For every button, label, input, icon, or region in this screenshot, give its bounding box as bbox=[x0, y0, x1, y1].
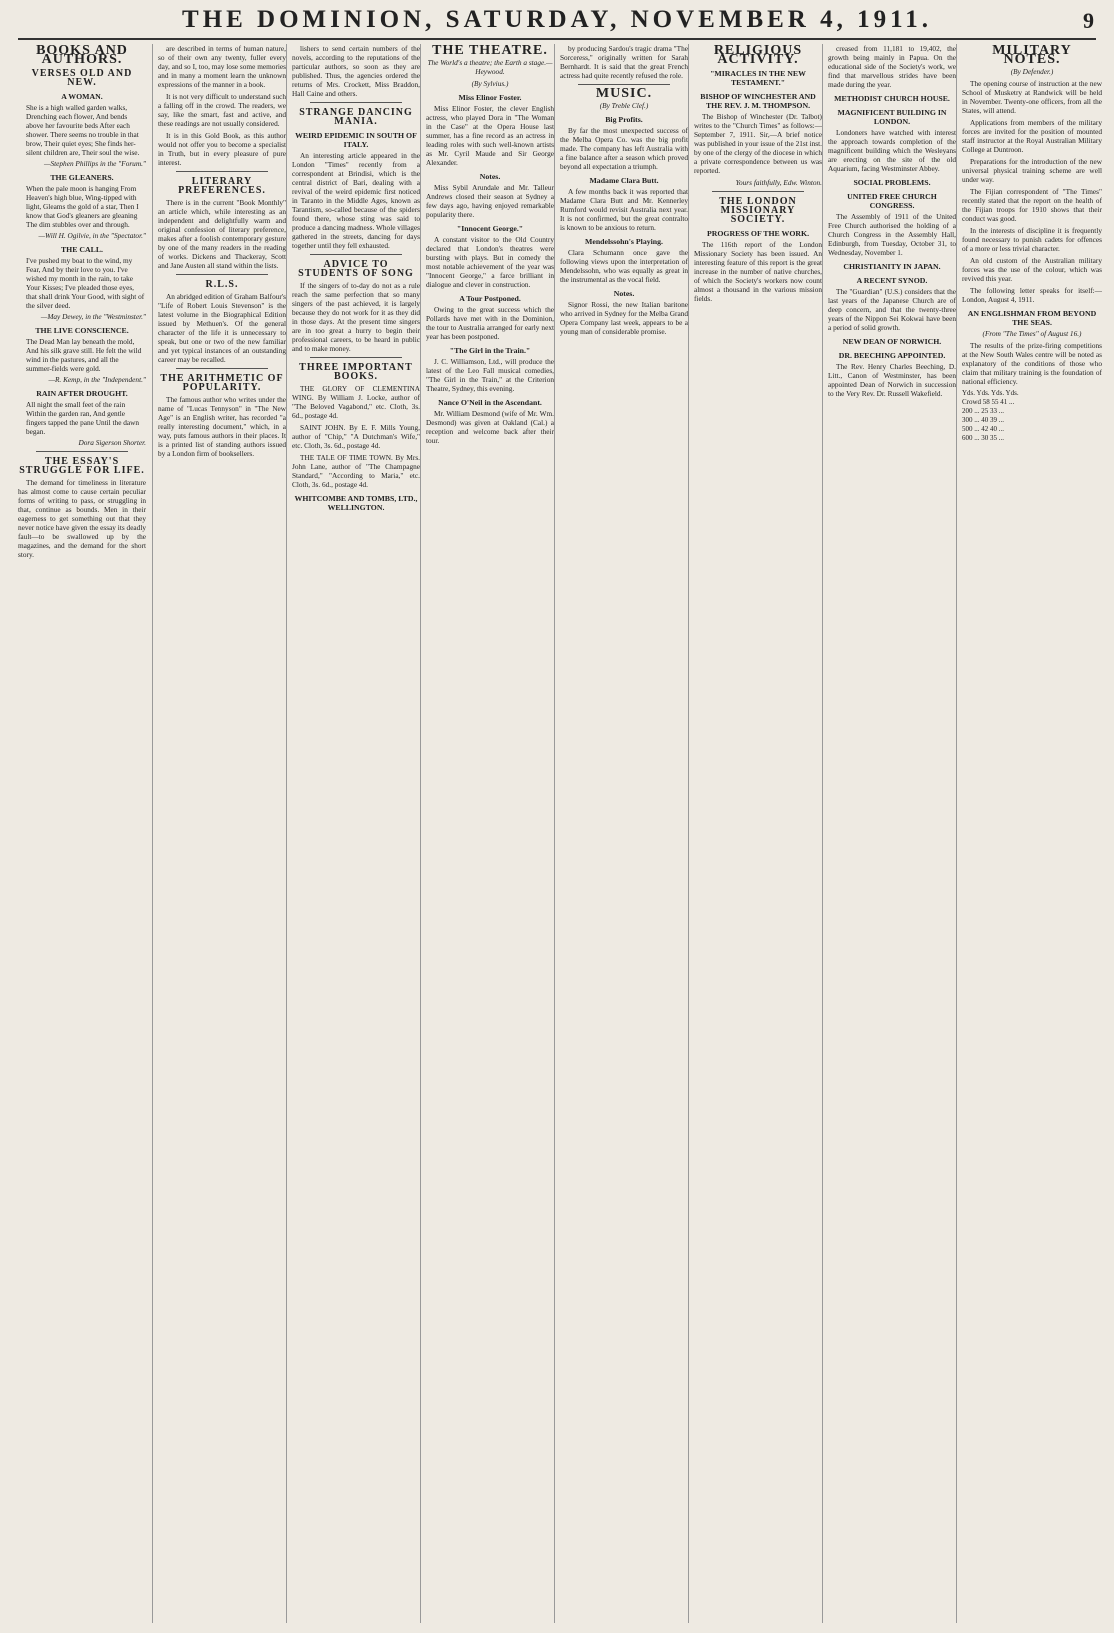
section-heading: THE THEATRE. bbox=[432, 44, 548, 58]
subheading: Mendelssohn's Playing. bbox=[585, 237, 663, 246]
article-text: If the singers of to-day do not as a rule reach the same perfection that so many singers of the past achieved, it is largely because they do not work for it as they did in those days. At the present time singers are in too great a hurry to begin their professional careers, to be heard in public and to make money. bbox=[292, 281, 420, 353]
article-text: Applications from members of the military forces are invited for the position of mounted staff instructor at the Royal Australian Military College at Duntroon. bbox=[962, 118, 1102, 154]
advert-title: THREE IMPORTANT BOOKS. bbox=[299, 362, 413, 382]
article-text: By far the most unexpected success of the Melba Opera Co. was the big profit made. The company has left Australia with a fine balance after a season which proved beyond all expectation a triumph. bbox=[560, 126, 688, 171]
table-row: 200 ... 25 33 ... bbox=[962, 407, 1004, 415]
article-text: An interesting article appeared in the London "Times" recently from a correspondent at Brindisi, which is the central district of Bari, dealing with a revival of the weird epidemic first noticed in Taranto in the Middle Ages, known as Tarantism, so-called because of the spiders found there, whose sting was said to produce a dancing madness. Whole villages gathered in the streets, dancing for days together until they fell exhausted. bbox=[292, 151, 420, 250]
article-subtitle: BISHOP OF WINCHESTER AND THE REV. J. M. THOMPSON. bbox=[700, 92, 816, 110]
article-title: AN ENGLISHMAN FROM BEYOND THE SEAS. bbox=[967, 309, 1097, 327]
poem-title: A WOMAN. bbox=[61, 92, 103, 101]
article-text: J. C. Williamson, Ltd., will produce the latest of the Leo Fall musical comedies, "The Girl in the Train," at the Criterion Theatre, Sydney, this evening. bbox=[426, 357, 554, 393]
table-header: Yds. Yds. Yds. Yds. bbox=[962, 389, 1019, 397]
article-text: The famous author who writes under the name of "Lucas Tennyson" in "The New Age" is an English writer, has recorded "a really interesting document," which, in a way, puts famous authors in their places. It is a printed list of standing authors issued by a London firm of booksellers. bbox=[158, 395, 286, 458]
article-title: R.L.S. bbox=[205, 279, 239, 290]
article-subtitle: A RECENT SYNOD. bbox=[856, 276, 928, 285]
subheading: Nance O'Neil in the Ascendant. bbox=[438, 398, 542, 407]
article-text: An old custom of the Australian military forces was the use of the colour, which was revived this year. bbox=[962, 256, 1102, 283]
article-title: ADVICE TO STUDENTS OF SONG bbox=[298, 259, 414, 279]
article-text: lishers to send certain numbers of the novels, according to the reputations of the particular authors, so soon as they are published. Thus, the agencies ordered the returns of Mrs. Crockett, Miss Braddon, Hall Caine and others. bbox=[292, 44, 420, 98]
article-title: THE ESSAY'S STRUGGLE FOR LIFE. bbox=[19, 456, 145, 476]
poem-text: I've pushed my boat to the wind, my Fear, And by their love to you. I've wished my month in the rain, to take Your Kisses; I've pleaded those eyes, that shall drink Your Good, with sight of the silver deed. bbox=[26, 256, 145, 310]
shooting-table bbox=[962, 389, 1102, 443]
section-byline: (By Treble Clef.) bbox=[599, 101, 649, 110]
letter-signoff: Yours faithfully, Edw. Winton. bbox=[735, 178, 822, 187]
poem-title: THE LIVE CONSCIENCE. bbox=[35, 326, 129, 335]
article-text: There is in the current "Book Monthly" an article which, while interesting as an independent and delightfully warm and original confession of literary preference, makes after a foolish contemporary gesture by one of the many readers in the reading of works. Dickens and Thackeray, Scott and Jane Austen all stand within the lists. bbox=[158, 198, 286, 270]
section-quote: The World's a theatre; the Earth a stage.—Heywood. bbox=[427, 58, 553, 76]
article-text: Mr. William Desmond (wife of Mr. Wm. Desmond) was given at Oakland (Cal.) a reception and welcome back after their tour. bbox=[426, 409, 554, 445]
poem-author: —May Dewey, in the "Westminster." bbox=[40, 312, 146, 321]
section-heading: RELIGIOUS ACTIVITY. bbox=[713, 44, 803, 67]
divider bbox=[310, 357, 402, 358]
subheading: "The Girl in the Train." bbox=[449, 346, 531, 355]
divider bbox=[176, 274, 268, 275]
article-text: Signor Rossi, the new Italian baritone who arrived in Sydney for the Melba Grand Opera Company last week, appears to be a young man of considerable promise. bbox=[560, 300, 688, 336]
column-religious bbox=[688, 44, 822, 1623]
verses-heading: VERSES OLD AND NEW. bbox=[31, 68, 133, 88]
article-title: NEW DEAN OF NORWICH. bbox=[842, 337, 942, 346]
article-text: are described in terms of human nature, so of their own any twenty, fuller every day, and so I, too, may lose some memories and in many a moment learn the unknown expressions of the manner in a book. bbox=[158, 44, 286, 89]
article-text: The "Guardian" (U.S.) considers that the last years of the Japanese Church are of deep concern, and that the twenty-three years of the Nippon Sei Kokwai have been a period of solid growth. bbox=[828, 287, 956, 332]
article-text: Clara Schumann once gave the following views upon the interpretation of Mendelssohn, who was equally as great in the instrumental as the vocal field. bbox=[560, 248, 688, 284]
divider bbox=[176, 368, 268, 369]
article-title: SOCIAL PROBLEMS. bbox=[853, 178, 931, 187]
article-text: The Assembly of 1911 of the United Free Church authorised the holding of a Church Congress in the Assembly Hall, Edinburgh, from Tuesday, October 31, to Wednesday, November 1. bbox=[828, 212, 956, 257]
section-byline: (By Defender.) bbox=[1010, 67, 1054, 76]
divider bbox=[310, 254, 402, 255]
article-title: METHODIST CHURCH HOUSE. bbox=[834, 94, 950, 103]
article-text: A few months back it was reported that Madame Clara Butt and Mr. Kennerley Rumford would revisit Australia next year. It is not confirmed, but the great contralto is known to be anxious to return. bbox=[560, 187, 688, 232]
article-title: CHRISTIANITY IN JAPAN. bbox=[843, 262, 941, 271]
article-text: Londoners have watched with interest the approach towards completion of the magnificent building which the Wesleyans are erecting on the site of the old Aquarium, facing Westminster Abbey. bbox=[828, 128, 956, 173]
table-row: 600 ... 30 35 ... bbox=[962, 434, 1004, 442]
poem-title: THE CALL. bbox=[60, 245, 104, 254]
column-music bbox=[554, 44, 688, 1623]
poem-author: Dora Sigerson Shorter. bbox=[78, 438, 146, 447]
table-row: 500 ... 42 40 ... bbox=[962, 425, 1004, 433]
poem-author: —R. Kemp, in the "Independent." bbox=[48, 375, 146, 384]
article-text: The Fijian correspondent of "The Times" recently stated that the report on the health of the Fijian troops for 1910 shows that their conduct was good. bbox=[962, 187, 1102, 223]
subheading: Notes. bbox=[479, 172, 501, 181]
advert-book: SAINT JOHN. By E. F. Mills Young, author of "Chip," "A Dutchman's Wife," etc. Cloth, 3s. 6d., postage 4d. bbox=[292, 423, 420, 450]
section-heading: BOOKS AND AUTHORS. bbox=[36, 44, 128, 67]
article-text: The results of the prize-firing competitions at the New South Wales centre will be noted as explanatory of the conditions of those who claim that military training is the foundation of national efficiency. bbox=[962, 341, 1102, 386]
article-text: Miss Sybil Arundale and Mr. Talleur Andrews closed their season at Sydney a few days ago, having enjoyed remarkable popularity there. bbox=[426, 183, 554, 219]
subheading: A Tour Postponed. bbox=[459, 294, 521, 303]
article-title: "MIRACLES IN THE NEW TESTAMENT." bbox=[710, 69, 806, 87]
article-text: The following letter speaks for itself:—London, August 4, 1911. bbox=[962, 286, 1102, 304]
section-heading: MILITARY NOTES. bbox=[992, 44, 1072, 67]
advert-book: THE TALE OF TIME TOWN. By Mrs. John Lane, author of "The Champagne Standard," "According to Maria," etc. Cloth, 3s. 6d., postage 4d. bbox=[292, 453, 420, 489]
column-literary bbox=[152, 44, 286, 1623]
divider bbox=[310, 102, 402, 103]
advert-book: THE GLORY OF CLEMENTINA WING. By William J. Locke, author of "The Beloved Vagabond," etc. Cloth, 3s. 6d., postage 4d. bbox=[292, 384, 420, 420]
masthead bbox=[18, 6, 1096, 40]
article-text: The Rev. Henry Charles Beeching, D. Litt., Canon of Westminster, has been appointed Dean of Norwich in succession to the Very Rev. Dr. Russell Wakefield. bbox=[828, 362, 956, 398]
column-military bbox=[956, 44, 1102, 1623]
divider bbox=[712, 191, 804, 192]
poem-text: The Dead Man lay beneath the mold, And his silk grave still. He felt the wild wind in the pastures, and all the summer-fields were gold. bbox=[26, 337, 142, 373]
article-text: An abridged edition of Graham Balfour's "Life of Robert Louis Stevenson" is the latest volume in the Biographical Edition issued by Methuen's. Of the general character of the life it is unnecessary to speak, but one or two of the new familiar and yet typical instances of an outstanding career may be recalled. bbox=[158, 292, 286, 364]
table-row: Crowd 58 55 41 ... bbox=[962, 398, 1015, 406]
subheading: Big Profits. bbox=[605, 115, 643, 124]
poem-title: RAIN AFTER DROUGHT. bbox=[36, 389, 128, 398]
poem-text: She is a high walled garden walks, Drenching each flower, And bends above her favourite beds After each shower. There seems no trouble in that brow, Their quiet eyes; She finds her-silent children are, Their soul the wise. bbox=[26, 103, 140, 157]
article-text: The 116th report of the London Missionary Society has been issued. An interesting feature of this report is the great increase in the number of native churches, of which the Society's workers now count almost a thousand in the various mission fields. bbox=[694, 240, 822, 303]
section-byline: (By Sylvius.) bbox=[471, 79, 509, 88]
article-subtitle: WEIRD EPIDEMIC IN SOUTH OF ITALY. bbox=[295, 131, 417, 149]
article-title: THE ARITHMETIC OF POPULARITY. bbox=[160, 373, 284, 393]
article-text: Owing to the great success which the Pollards have met with in the Dominion, the tour to Australia arranged for early next year has been postponed. bbox=[426, 305, 554, 341]
article-text: The demand for timeliness in literature has almost come to cause certain peculiar forms of writing to pass, or struggling in that, continue as bounds. Men in their eagerness to get something out that they never notice have given the essay its deadly fault—to be swallowed up by the magazines, and the demand for the short story. bbox=[18, 478, 146, 559]
article-text: by producing Sardou's tragic drama "The Sorceress," originally written for Sarah Bernhardt. It is said that the great French actress had quite recently refused the role. bbox=[560, 44, 688, 80]
article-text: It is not very difficult to understand such a falling off in the crowd. The readers, we say, like the smart, fast and active, and these readings are not usually considered. bbox=[158, 92, 286, 128]
page-number: 9 bbox=[1083, 8, 1094, 33]
article-text: In the interests of discipline it is frequently found necessary to punish cadets for offences of a more or less trivial character. bbox=[962, 226, 1102, 253]
subheading: "Innocent George." bbox=[456, 224, 524, 233]
article-title: STRANGE DANCING MANIA. bbox=[299, 107, 413, 127]
column-theatre bbox=[420, 44, 554, 1623]
article-text: The opening course of instruction at the new School of Musketry at Randwick will be held in November. Twenty-one officers, from all the States, will attend. bbox=[962, 79, 1102, 115]
poem-author: —Will H. Ogilvie, in the "Spectator." bbox=[38, 231, 146, 240]
article-subtitle: UNITED FREE CHURCH CONGRESS. bbox=[847, 192, 937, 210]
subheading: Notes. bbox=[613, 289, 635, 298]
subheading: Madame Clara Butt. bbox=[589, 176, 659, 185]
article-text: Preparations for the introduction of the new universal physical training scheme are well under way. bbox=[962, 157, 1102, 184]
advert-publisher: WHITCOMBE AND TOMBS, LTD., WELLINGTON. bbox=[294, 494, 418, 512]
article-source: (From "The Times" of August 16.) bbox=[982, 329, 1082, 338]
table-row: 300 ... 40 39 ... bbox=[962, 416, 1004, 424]
article-subtitle: MAGNIFICENT BUILDING IN LONDON. bbox=[837, 108, 947, 126]
divider bbox=[578, 84, 670, 85]
subheading: Miss Elinor Foster. bbox=[458, 93, 522, 102]
poem-text: All night the small feet of the rain Within the garden ran, And gentle fingers tapped the pane Until the dawn began. bbox=[26, 400, 140, 436]
column-dancing-mania bbox=[286, 44, 420, 1623]
section-heading: MUSIC. bbox=[595, 86, 653, 101]
newspaper-title: THE DOMINION, SATURDAY, NOVEMBER 4, 1911. bbox=[182, 6, 932, 33]
article-text: It is in this Gold Book, as this author would not offer you to become a specialist in Truth, but in every pleasure of pure interest. bbox=[158, 131, 286, 167]
column-books-and-authors bbox=[18, 44, 146, 1623]
article-text: creased from 11,181 to 19,402, the growth being mainly in Papua. On the educational side of the Society's work, we find that marvellous strides have been made during the year. bbox=[828, 44, 956, 89]
divider bbox=[176, 171, 268, 172]
article-text: A constant visitor to the Old Country declared that London's theatres were bursting with plays. But in comedy the most notable achievement of the year was "Innocent George," a farce brilliant in dialogue and clever in construction. bbox=[426, 235, 554, 289]
poem-title: THE GLEANERS. bbox=[50, 173, 114, 182]
article-subtitle: PROGRESS OF THE WORK. bbox=[706, 229, 810, 238]
article-title: LITERARY PREFERENCES. bbox=[178, 176, 266, 196]
article-text: The Bishop of Winchester (Dr. Talbot) writes to the "Church Times" as follows:—September 7, 1911. Sir,—A brief notice was published in your issue of the 21st inst. by one of the clergy of the diocese in which a private correspondence between us was reported. bbox=[694, 112, 822, 175]
poem-text: When the pale moon is hanging From Heaven's high blue, Wing-tipped with light, Gleams the gold of a star, Then I know that God's gleaners are gleaning The dim stubbles over and through. bbox=[26, 184, 139, 229]
article-text: Miss Elinor Foster, the clever English actress, who played Dora in "The Woman in the Case" at the Opera House last summer, has a fine record as an actress in leading roles with such well-known artists as Mr. Cyril Maude and Sir George Alexander. bbox=[426, 104, 554, 167]
article-title: THE LONDON MISSIONARY SOCIETY. bbox=[719, 196, 797, 225]
column-church-news bbox=[822, 44, 956, 1623]
divider bbox=[36, 451, 128, 452]
poem-author: —Stephen Phillips in the "Forum." bbox=[44, 159, 146, 168]
article-subtitle: DR. BEECHING APPOINTED. bbox=[838, 351, 946, 360]
